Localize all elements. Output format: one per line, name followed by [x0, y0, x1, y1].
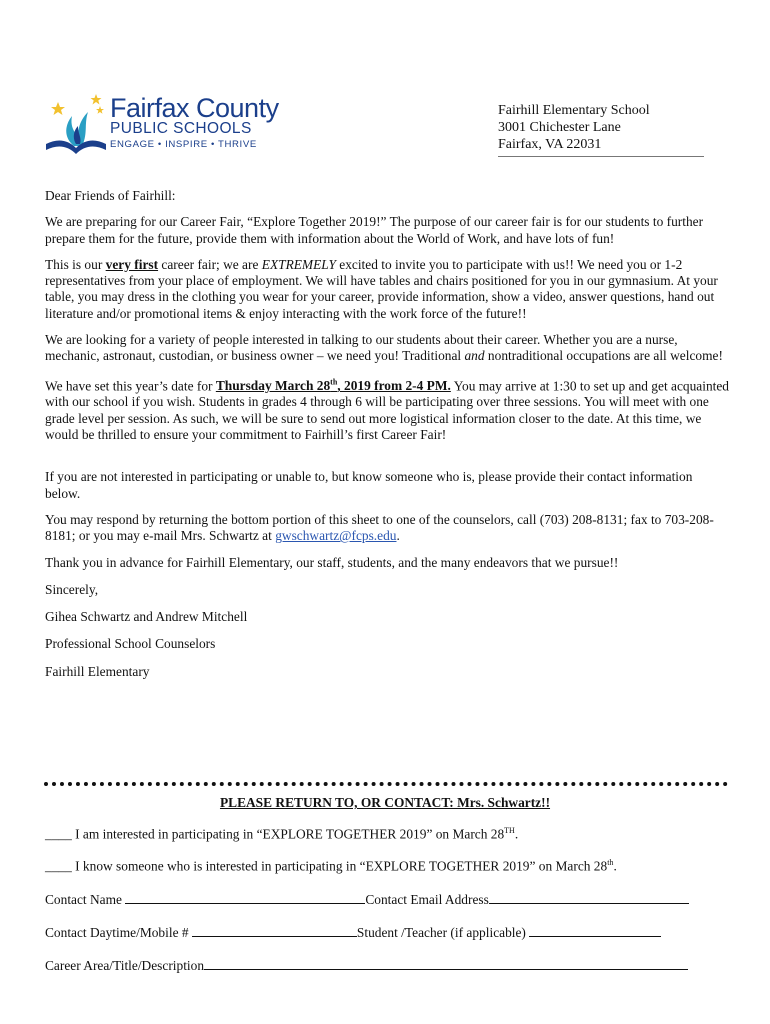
logo-subtitle: PUBLIC SCHOOLS	[110, 120, 252, 137]
career-area-field[interactable]	[204, 957, 688, 970]
text: nontraditional occupations are all welcome!	[484, 348, 723, 364]
header-divider	[498, 156, 704, 157]
paragraph-variety	[45, 332, 729, 365]
text: You may respond by returning the bottom portion of this sheet to one of the counselors, call (703) 208-8131; fax to 703-208-8181; or you may e-mail Mrs. Schwartz at	[45, 511, 714, 544]
school-name: Fairhill Elementary	[45, 663, 150, 679]
contact-phone-field[interactable]	[192, 924, 357, 937]
address-line-3: Fairfax, VA 22031	[498, 137, 602, 152]
school-address	[498, 102, 650, 153]
form-row-1	[45, 891, 729, 908]
text: I know someone who is interested in participating in “EXPLORE TOGETHER 2019” on March 28	[71, 858, 608, 874]
email-link[interactable]: gwschwartz@fcps.edu	[275, 528, 397, 544]
student-teacher-label: Student /Teacher (if applicable)	[356, 925, 526, 940]
fcps-logo	[44, 94, 284, 156]
contact-name-label: Contact Name	[45, 892, 122, 907]
paragraph-date	[45, 375, 729, 444]
text: You may arrive at 1:30 to set up and get acquainted with our school if you wish. Students in grades 4 through 6 will be participating over three sessions. You will meet with one grade level per session. As such, we will be sure to send out more logistical information closer to the date. At this time, we would be thrilled to ensure your commitment to Fairhill’s first Career Fair!	[45, 378, 730, 443]
letter-body	[45, 188, 729, 680]
signatory-title: Professional School Counselors	[45, 636, 216, 652]
superscript: th	[330, 377, 338, 387]
text: excited to invite you to participate with us!! We need you or 1-2 representatives from your place of employment. We will have tables and chairs positioned for you in our gymnasium. At your table, you may dress in the clothing you wear for your career, provide information, show a video, answer questions, hand out literature and/or promotional items & enjoy interacting with the work force of the future!!	[45, 256, 718, 321]
signatories: Gihea Schwartz and Andrew Mitchell	[45, 609, 248, 625]
cut-line	[44, 782, 728, 786]
salutation: Dear Friends of Fairhill:	[45, 188, 176, 203]
contact-email-label: Contact Email Address	[365, 892, 489, 907]
checkbox-blank[interactable]: ____	[45, 826, 72, 842]
contact-phone-label: Contact Daytime/Mobile #	[45, 925, 189, 940]
contact-email-field[interactable]	[489, 891, 689, 904]
text: I am interested in participating in “EXPLORE TOGETHER 2019” on March 28	[71, 826, 505, 842]
closing-sincerely: Sincerely,	[45, 581, 99, 597]
school-flame-book-icon	[44, 94, 108, 156]
text: We have set this year’s date for	[45, 378, 216, 394]
text: Thursday March 28	[215, 378, 331, 394]
text: We are looking for a variety of people interested in talking to our students about their career. Whether you are a nurse, mechanic, astronaut, custodian, or business owner – we need you! Traditional	[45, 332, 678, 364]
text: career fair; we are	[158, 256, 262, 272]
address-line-2: 3001 Chichester Lane	[498, 120, 621, 135]
form-row-2	[45, 924, 729, 941]
contact-name-field[interactable]	[125, 891, 365, 904]
text: , 2019 from 2-4 PM.	[337, 378, 451, 394]
event-date	[216, 378, 451, 393]
paragraph-thanks: Thank you in advance for Fairhill Elementary, our staff, students, and the many endeavors that we pursue!!	[45, 554, 619, 570]
checkbox-blank[interactable]: ____	[45, 858, 72, 874]
superscript: TH	[504, 826, 515, 835]
logo-name: Fairfax County	[110, 93, 279, 123]
form-row-3	[45, 957, 729, 974]
career-area-label: Career Area/Title/Description	[45, 958, 205, 973]
student-teacher-field[interactable]	[529, 924, 661, 937]
paragraph-invitation	[45, 257, 729, 322]
checkbox-interested[interactable]	[45, 826, 729, 842]
text: .	[613, 858, 617, 874]
return-title: PLEASE RETURN TO, OR CONTACT: Mrs. Schwartz!!	[219, 795, 551, 810]
paragraph-intro: We are preparing for our Career Fair, “Explore Together 2019!” The purpose of our career fair is for our students to further prepare them for the future, provide them with information about the World of Work, and have lots of fun!	[45, 214, 704, 246]
emphasis-and: and	[464, 348, 485, 364]
logo-tagline: ENGAGE • INSPIRE • THRIVE	[110, 139, 257, 150]
paragraph-respond	[45, 512, 729, 545]
emphasis-very-first: very first	[105, 256, 159, 272]
emphasis-extremely: EXTREMELY	[261, 256, 336, 272]
text: This is our	[45, 256, 106, 272]
text: .	[396, 528, 400, 544]
text: .	[514, 826, 519, 842]
address-line-1: Fairhill Elementary School	[498, 103, 650, 118]
superscript: th	[607, 858, 614, 867]
checkbox-referral[interactable]	[45, 858, 729, 874]
paragraph-referral: If you are not interested in participating or unable to, but know someone who is, please provide their contact information below.	[45, 469, 693, 501]
